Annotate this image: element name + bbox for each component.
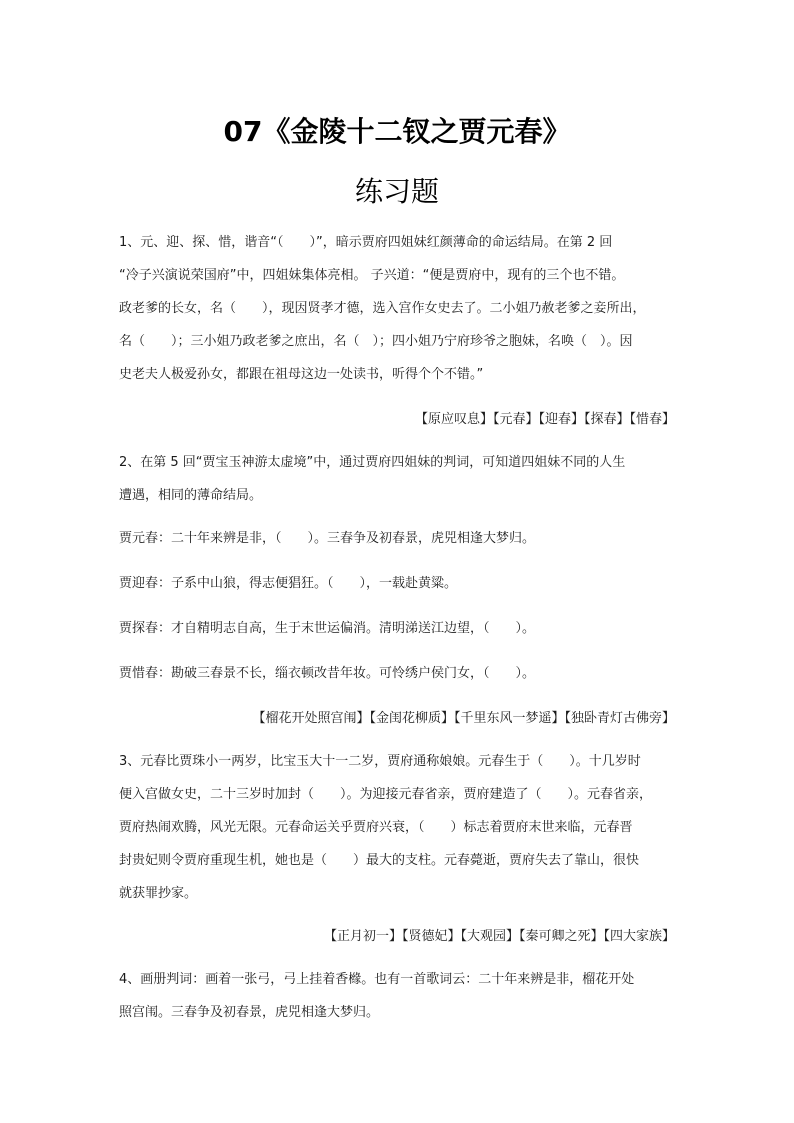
- question-2: [119, 446, 675, 735]
- question-1-answer: 【原应叹息】【元春】【迎春】【探春】【惜春】: [414, 412, 675, 427]
- question-1-line: 名（ ）；三小姐乃政老爹之庶出，名（ ）；四小姐乃宁府珍爷之胞妹，名唤（ ）。因: [119, 334, 633, 349]
- question-3-line: 封贵妃则令贾府重现生机，她也是（ ）最大的支柱。元春薨逝，贾府失去了靠山，很快: [119, 853, 640, 868]
- verdict-xichun: 贾惜春：勘破三春景不长，缁衣顿改昔年妆。可怜绣户侯门女，（ ）。: [119, 666, 536, 681]
- question-2-line: 2、在第 5 回“贾宝玉神游太虚境”中，通过贾府四姐妹的判词，可知道四姐妹不同的人生: [119, 455, 626, 470]
- question-3-line: 3、元春比贾珠小一两岁，比宝玉大十一二岁，贾府通称娘娘。元春生于（ ）。十几岁时: [119, 754, 641, 769]
- question-3-line: 贾府热闹欢腾，风光无限。元春命运关乎贾府兴衰，（ ）标志着贾府末世来临，元春晋: [119, 820, 633, 835]
- verdict-yuanchun: 贾元春：二十年来辨是非，（ ）。三春争及初春景，虎兕相逢大梦归。: [119, 531, 536, 546]
- question-4: [119, 963, 675, 1029]
- question-3-line: 便入宫做女史，二十三岁时加封（ ）。为迎接元春省亲，贾府建造了（ ）。元春省亲，: [119, 787, 653, 802]
- question-1-line: 1、元、迎、探、惜，谐音“（ ）”，暗示贾府四姐妹红颜薄命的命运结局。在第 2 回: [119, 235, 613, 250]
- question-3: [119, 745, 675, 953]
- page-title: 07《金陵十二钗之贾元春》: [223, 115, 571, 148]
- verdict-tanchun: 贾探春：才自精明志自高，生于末世运偏消。清明涕送江边望，（ ）。: [119, 621, 536, 636]
- verdict-yingchun: 贾迎春：子系中山狼，得志便猖狂。（ ），一载赴黄粱。: [119, 576, 458, 591]
- question-2-line: 遭遇，相同的薄命结局。: [119, 488, 263, 503]
- question-3-line: 就获罪抄家。: [119, 886, 198, 901]
- question-4-line: 照宫闱。三春争及初春景，虎兕相逢大梦归。: [119, 1005, 380, 1020]
- question-2-answer: 【榴花开处照宫闱】【金闺花柳质】【千里东风一梦遥】【独卧青灯古佛旁】: [252, 711, 675, 726]
- question-1-line: “冷子兴演说荣国府”中，四姐妹集体亮相。 子兴道：“便是贾府中，现有的三个也不错。: [119, 268, 625, 283]
- question-1: [119, 226, 675, 436]
- question-4-line: 4、画册判词：画着一张弓，弓上挂着香橼。也有一首歌词云：二十年来辨是非，榴花开处: [119, 972, 635, 987]
- question-1-line: 史老夫人极爱孙女，都跟在祖母这边一处读书，听得个个不错。”: [119, 367, 484, 382]
- question-3-answer: 【正月初一】【贤德妃】【大观园】【秦可卿之死】【四大家族】: [323, 929, 675, 944]
- exercise-content: [119, 226, 675, 1029]
- question-1-line: 政老爹的长女，名（ ），现因贤孝才德，选入宫作女史去了。二小姐乃赦老爹之妾所出，: [119, 301, 646, 316]
- page-subtitle: 练习题: [354, 175, 439, 208]
